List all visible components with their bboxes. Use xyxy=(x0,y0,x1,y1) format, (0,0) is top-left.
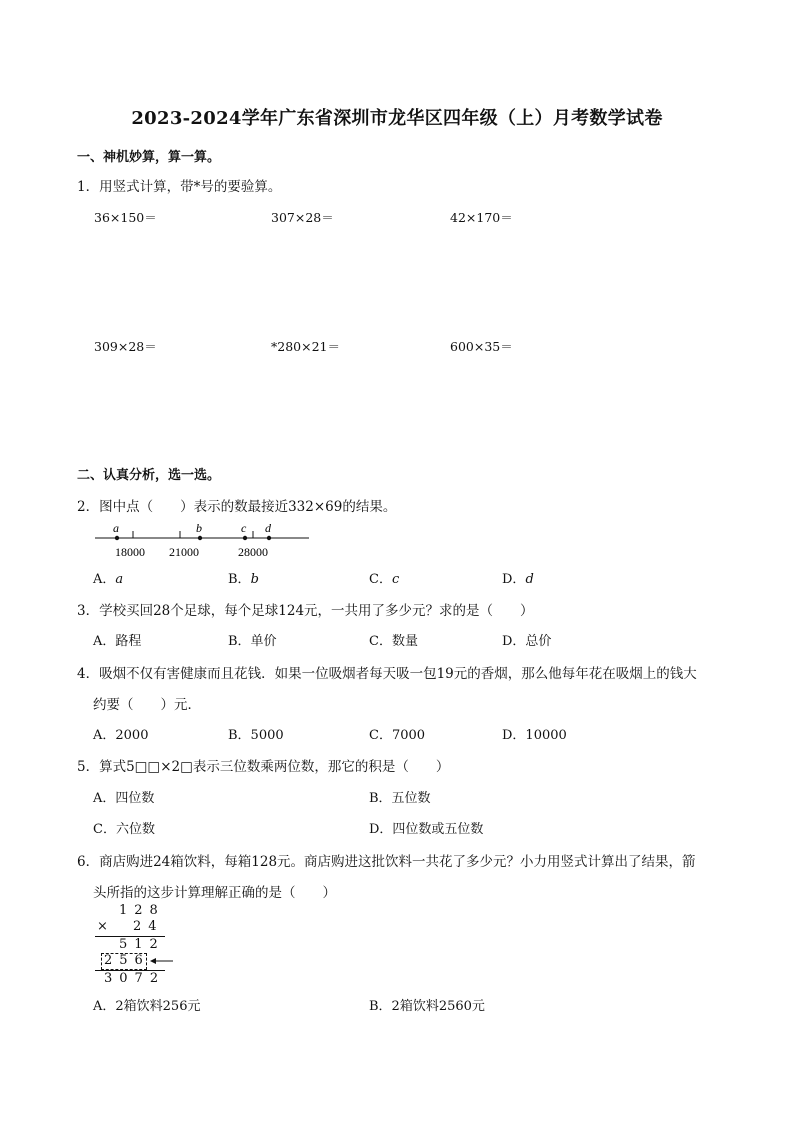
q6-stem-line2: 头所指的这步计算理解正确的是（ ） xyxy=(93,885,336,901)
q2-option-a-letter: A． xyxy=(93,572,116,587)
q2-option-b-letter: B． xyxy=(228,572,251,587)
number-line xyxy=(93,516,313,566)
q3-option-d[interactable]: D．总价 xyxy=(502,634,552,649)
q3-option-c[interactable]: C．数量 xyxy=(369,634,418,649)
q3-stem: 3．学校买回28个足球，每个足球124元，一共用了多少元？求的是（ ） xyxy=(77,603,534,619)
q5-option-b[interactable]: B．五位数 xyxy=(369,791,431,806)
point-d xyxy=(267,536,271,540)
q2-option-a-var: a xyxy=(115,572,124,587)
q4-option-d[interactable]: D．10000 xyxy=(502,728,567,743)
q2-stem: 2．图中点（ ）表示的数最接近332×69的结果。 xyxy=(77,499,397,515)
q6-stem-line1: 6．商店购进24箱饮料，每箱128元。商店购进这批饮料一共花了多少元？小力用竖式计算出了结果，箭 xyxy=(77,854,696,870)
vertical-times-sign: × xyxy=(97,919,115,934)
q6-option-a[interactable]: A．2箱饮料256元 xyxy=(93,999,201,1014)
section-1-heading: 一、神机妙算，算一算。 xyxy=(77,150,221,165)
q6-option-b[interactable]: B．2箱饮料2560元 xyxy=(369,999,485,1014)
q2-option-d-letter: D． xyxy=(502,572,526,587)
left-arrow-icon xyxy=(147,954,175,968)
vertical-row-partial-2: 256 xyxy=(104,953,150,968)
tick-label-21000: 21000 xyxy=(169,545,199,559)
point-a xyxy=(115,536,119,540)
q2-option-d-var: d xyxy=(525,572,534,587)
q2-option-b-var: b xyxy=(250,572,259,587)
q1-expr-2: 307×28＝ xyxy=(271,210,334,225)
q2-option-b[interactable] xyxy=(228,568,259,587)
q2-option-c-letter: C． xyxy=(369,572,392,587)
q5-stem: 5．算式5□□×2□表示三位数乘两位数，那它的积是（ ） xyxy=(77,759,450,775)
q2-option-c-var: c xyxy=(391,572,400,587)
label-c: c xyxy=(241,521,247,535)
tick-label-18000: 18000 xyxy=(115,545,145,559)
vertical-row-multiplicand: 128 xyxy=(119,903,165,918)
q1-expr-6: 600×35＝ xyxy=(450,339,513,354)
q1-expr-1: 36×150＝ xyxy=(94,210,157,225)
point-c xyxy=(243,536,247,540)
vertical-multiplication xyxy=(95,903,180,988)
tick-label-28000: 28000 xyxy=(238,545,268,559)
q1-expr-3: 42×170＝ xyxy=(450,210,513,225)
q1-stem: 1．用竖式计算，带*号的要验算。 xyxy=(77,179,282,195)
label-d: d xyxy=(265,521,271,535)
q5-option-c[interactable]: C．六位数 xyxy=(93,822,155,837)
q4-option-b[interactable]: B．5000 xyxy=(228,728,284,743)
q4-stem-line2: 约要（ ）元． xyxy=(93,697,201,713)
section-2-heading: 二、认真分析，选一选。 xyxy=(77,468,221,483)
q4-option-a[interactable]: A．2000 xyxy=(93,728,149,743)
label-a: a xyxy=(113,521,119,535)
q5-option-a[interactable]: A．四位数 xyxy=(93,791,155,806)
label-b: b xyxy=(196,521,202,535)
q4-stem-line1: 4．吸烟不仅有害健康而且花钱．如果一位吸烟者每天吸一包19元的香烟，那么他每年花在吸烟上的钱大 xyxy=(77,666,697,682)
vertical-row-partial-1: 512 xyxy=(119,937,165,952)
q2-option-c[interactable] xyxy=(369,568,399,587)
q3-option-b[interactable]: B．单价 xyxy=(228,634,277,649)
vertical-row-result: 3072 xyxy=(104,971,166,986)
page-title: 2023-2024学年广东省深圳市龙华区四年级（上）月考数学试卷 xyxy=(131,108,663,129)
q2-option-a[interactable] xyxy=(93,568,123,587)
vertical-row-multiplier: 24 xyxy=(133,919,164,934)
q1-expr-4: 309×28＝ xyxy=(94,339,157,354)
q1-expr-5: *280×21＝ xyxy=(271,339,340,354)
q5-option-d[interactable]: D．四位数或五位数 xyxy=(369,822,484,837)
point-b xyxy=(198,536,202,540)
q3-option-a[interactable]: A．路程 xyxy=(93,634,142,649)
q4-option-c[interactable]: C．7000 xyxy=(369,728,426,743)
q2-option-d[interactable] xyxy=(502,568,534,587)
